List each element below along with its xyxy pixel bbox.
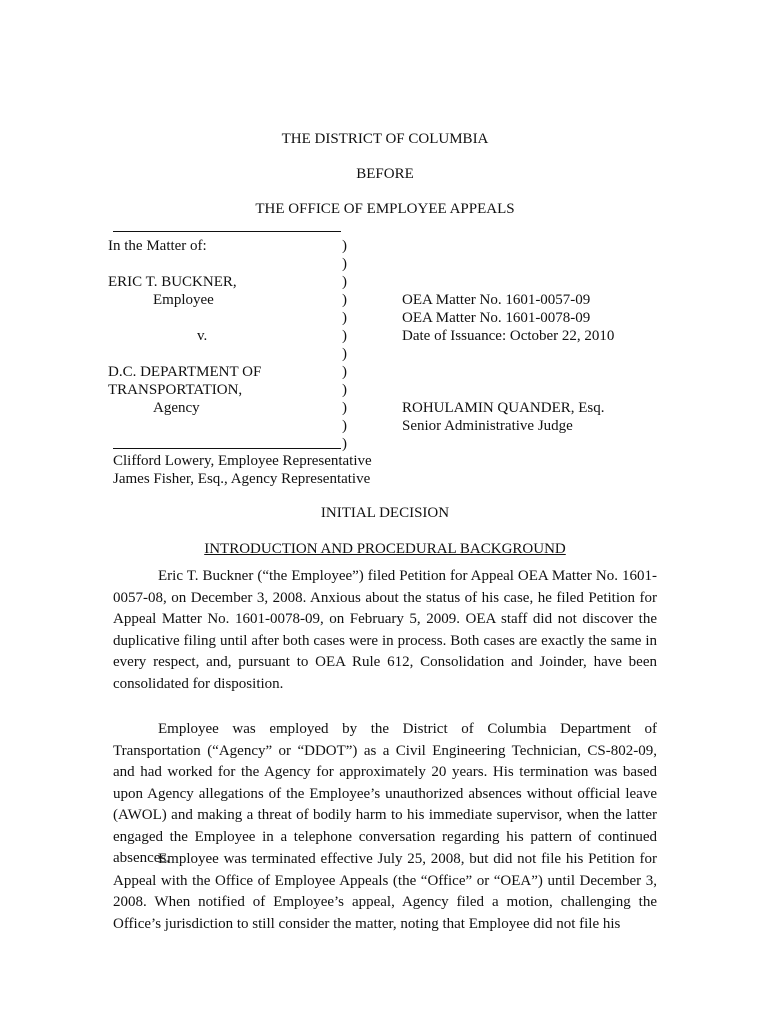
caption-paren: )	[342, 364, 347, 380]
decision-title: INITIAL DECISION	[320, 505, 450, 521]
caption-paren: )	[342, 292, 347, 308]
caption-agency-role: Agency	[153, 400, 200, 416]
caption-paren: )	[342, 274, 347, 290]
caption-employee-role: Employee	[153, 292, 214, 308]
body-paragraph: Employee was terminated effective July 25, 2008, but did not file his Petition for Appeal with the Office of Employee Appeals (the “Office” or “OEA”) until December 3, 2008. When notified of Employee’s appeal, Agency filed a motion, challenging the Office’s jurisdiction to still consider the matter, noting that Employee did not file his	[113, 851, 657, 932]
caption-paren: )	[342, 382, 347, 398]
caption-in-the-matter: In the Matter of:	[108, 238, 207, 254]
caption-paren: )	[342, 418, 347, 434]
caption-paren: )	[342, 346, 347, 362]
caption-employee-name: ERIC T. BUCKNER,	[108, 274, 237, 290]
header-office-name: THE OFFICE OF EMPLOYEE APPEALS	[255, 201, 515, 217]
header-court-name: THE DISTRICT OF COLUMBIA	[281, 131, 489, 147]
agency-representative: James Fisher, Esq., Agency Representative	[113, 471, 371, 487]
caption-bottom-rule	[113, 448, 341, 449]
caption-agency-name-2: TRANSPORTATION,	[108, 382, 243, 398]
employee-representative: Clifford Lowery, Employee Representative	[113, 453, 372, 469]
caption-paren: )	[342, 238, 347, 254]
body-paragraph: Employee was employed by the District of Columbia Department of Transportation (“Agency” or “DDOT”) as a Civil Engineering Technician, CS-802-09, and had worked for the Agency for approximately 20 years. His termination was based upon Agency allegations of the Employee’s unauthorized absences without official leave (AWOL) and making a threat of bodily harm to his immediate supervisor, when the latter engaged the Employee in a telephone conversation regarding his pattern of continued absences.	[113, 721, 657, 866]
caption-versus: v.	[197, 328, 208, 344]
oea-matter-number-2: OEA Matter No. 1601-0078-09	[402, 310, 591, 326]
caption-paren: )	[342, 436, 347, 452]
caption-paren: )	[342, 328, 347, 344]
oea-matter-number-1: OEA Matter No. 1601-0057-09	[402, 292, 591, 308]
caption-paren: )	[342, 310, 347, 326]
caption-top-rule	[113, 231, 341, 232]
section-heading: INTRODUCTION AND PROCEDURAL BACKGROUND	[204, 541, 566, 557]
header-before: BEFORE	[356, 166, 414, 182]
body-paragraph: Eric T. Buckner (“the Employee”) filed Petition for Appeal OEA Matter No. 1601-0057-08, on December 3, 2008. Anxious about the status of his case, he filed Petition for Appeal Matter No. 1601-0078-09, on February 5, 2009. OEA staff did not discover the duplicative filing until after both cases were in process. Both cases are exactly the same in every respect, and, pursuant to OEA Rule 612, Consolidation and Joinder, have been consolidated for disposition.	[113, 568, 657, 692]
judge-name: ROHULAMIN QUANDER, Esq.	[402, 400, 605, 416]
caption-paren: )	[342, 256, 347, 272]
caption-agency-name-1: D.C. DEPARTMENT OF	[108, 364, 262, 380]
caption-paren: )	[342, 400, 347, 416]
judge-title: Senior Administrative Judge	[402, 418, 573, 434]
date-of-issuance: Date of Issuance: October 22, 2010	[402, 328, 615, 344]
